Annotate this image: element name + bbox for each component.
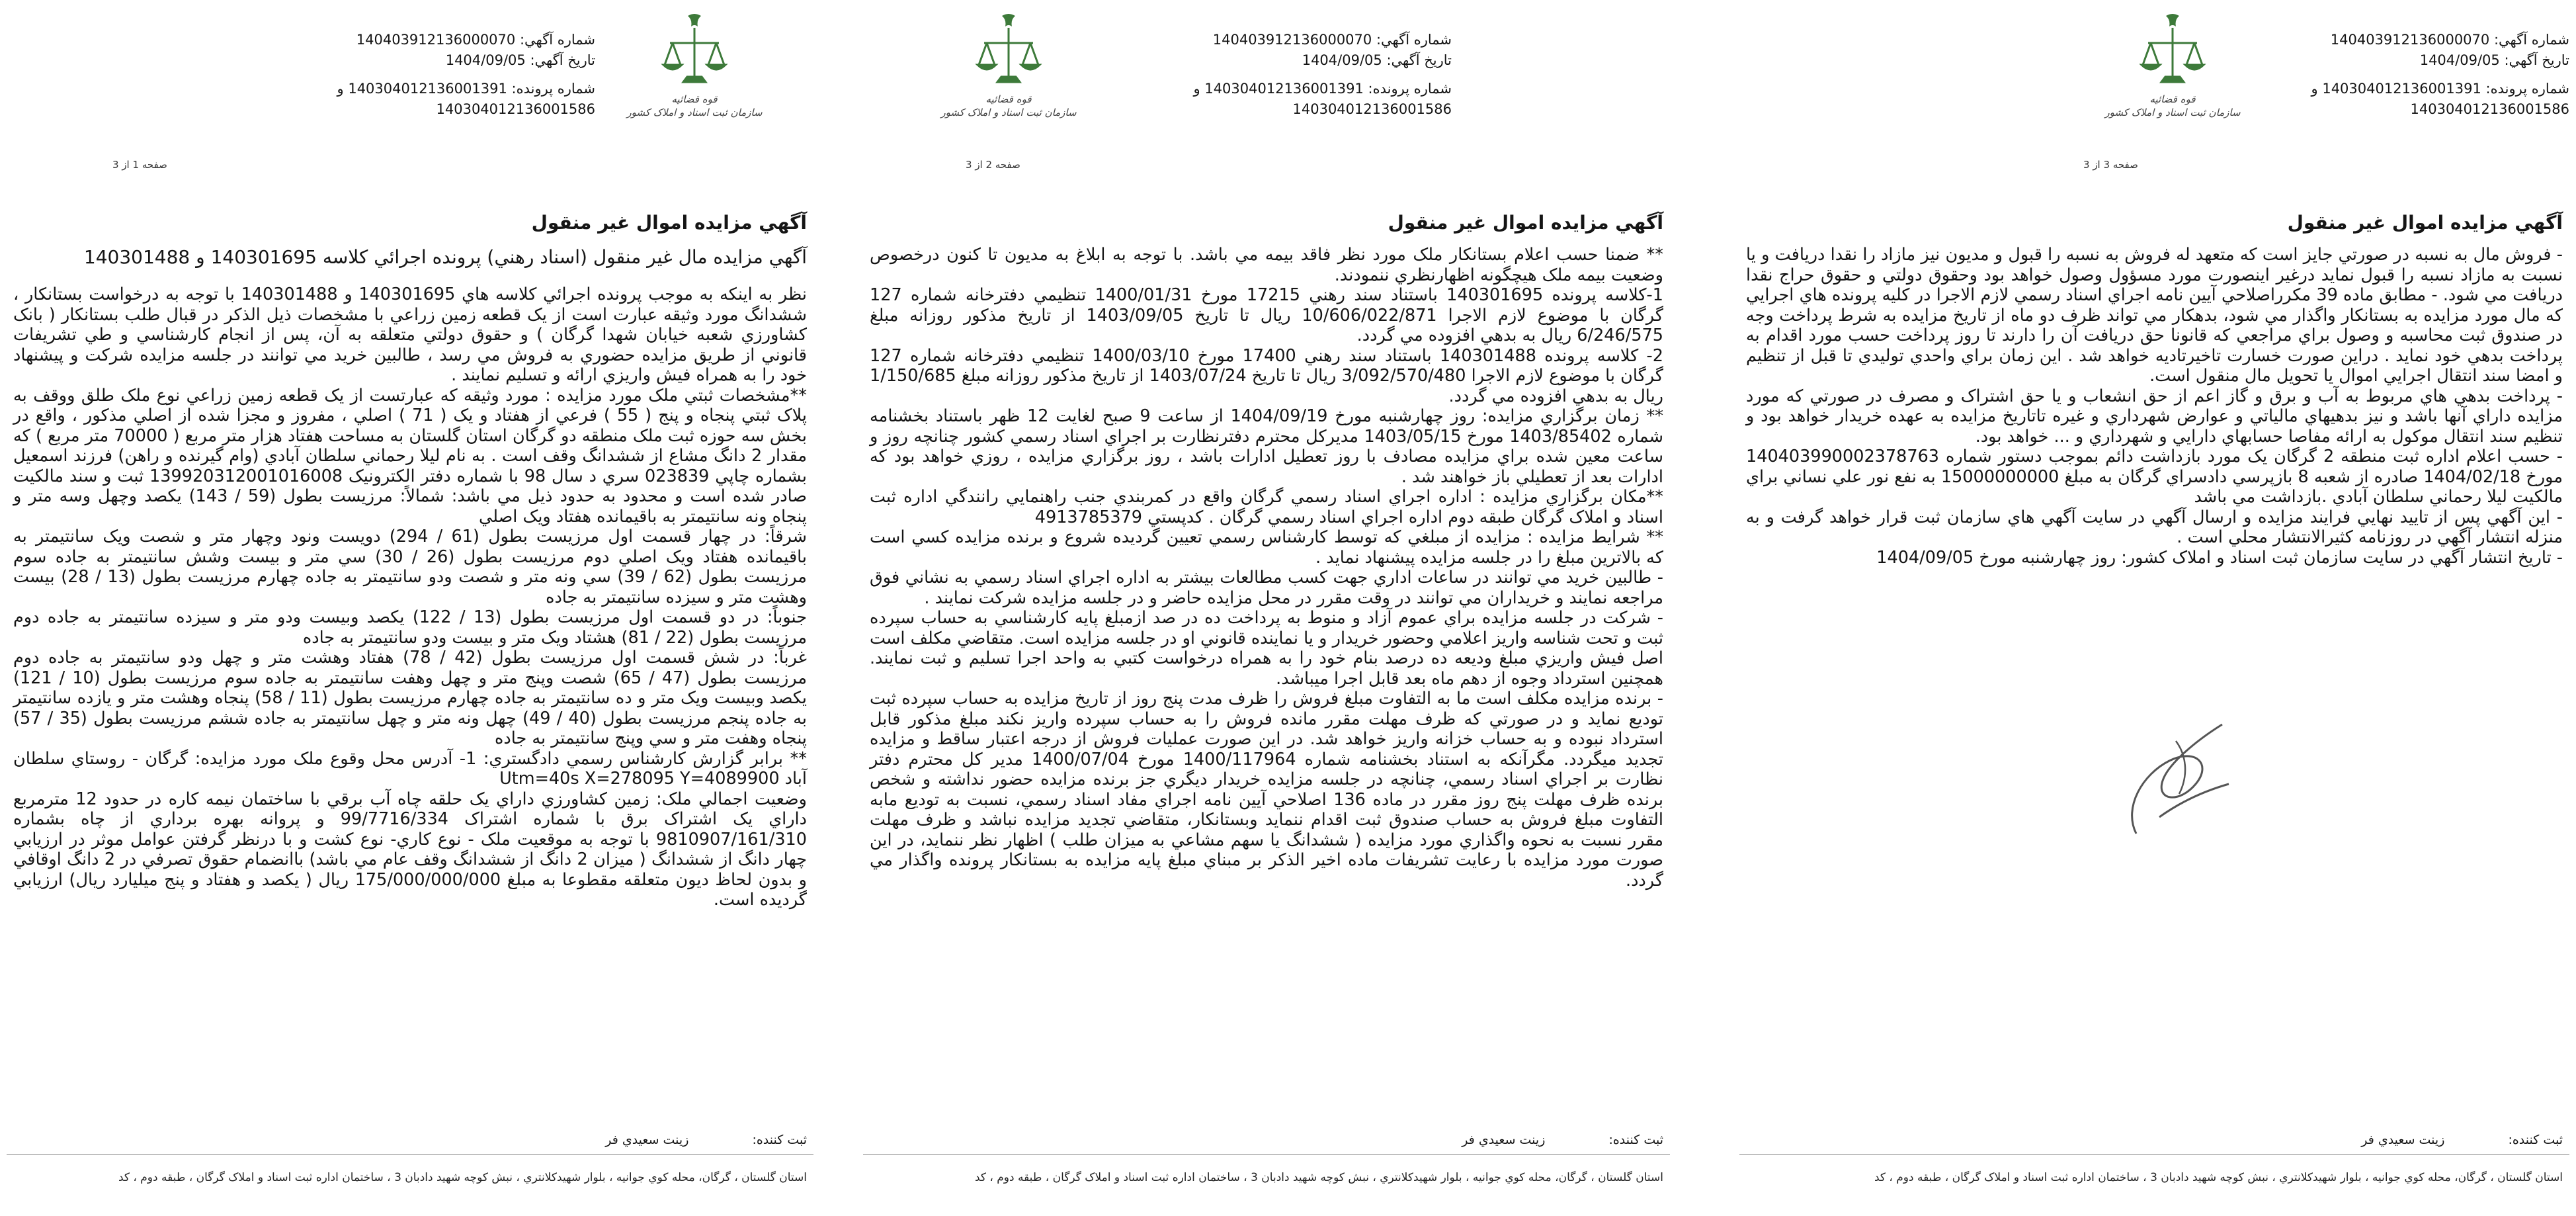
registrar-line: [1462, 1133, 1663, 1147]
paragraph: وضعيت اجمالي ملک: زمين كشاورزي داراي يک حلقه چاه آب برقي با ساختمان نيمه كاره در حدود 12 مترمربع داراي يک اشتراک برق با شماره اشتراک 99/7716/334 و پروانه بهره برداري از چاه بشماره 9810907/161/310 با توجه به موقعيت ملک - نوع كاري- نوع كشت و با درنظر گرفتن عوامل موثر در ارزيابي چهار دانگ از ششدانگ ( ميزان 2 دانگ از ششدانگ وقف عام مي باشد) باانضمام حقوق تصرفي در 2 دانگ اوقافي و بدون لحاظ ديون متعلقه مقطوعا به مبلغ 175/000/000/000 ريال ( يكصد و هفتاد و پنج ميليارد ريال) ارزيابي گرديده است.: [13, 789, 807, 910]
notice-subtitle: آگهي مزايده مال غير منقول (اسناد رهني) پرونده اجرائي كلاسه 140301695 و 140301488: [83, 246, 807, 268]
paragraph: - حسب اعلام اداره ثبت منطقه 2 گرگان يک مورد بازداشت دائم بموجب دستور شماره 140403990002378763 مورخ 1404/02/18 صادره از شعبه 8 بازپرسي دادسراي گرگان به مبلغ 15000000000 به نفع نور علي نساني براي مالكيت ليلا رحماني سلطان آبادي .بازداشت مي باشد: [1746, 447, 2563, 507]
notice-body: [13, 245, 807, 910]
case-number-2: 140304012136001586: [1292, 101, 1452, 117]
paragraph: **مكان برگزاري مزايده : اداره اجراي اسناد رسمي گرگان واقع در كمربندي جنب راهنمايي رانندگي اداره ثبت اسناد و املاک گرگان طبقه دوم اداره اجراي اسناد رسمي گرگان . كدپستي 4913785379: [870, 487, 1663, 527]
ad-meta: [1141, 30, 1452, 120]
paragraph: ** شرايط مزايده : مزايده از مبلغي كه توسط كارشناس رسمي تعيين گرديده شروع و برنده مزايده كسي است كه بالاترين مبلغ را در جلسه مزايده پيشنهاد نمايد .: [870, 527, 1663, 568]
paragraph: جنوباً: در دو قسمت اول مرزيست بطول (13 / 122) يكصد وبيست ودو متر و سيزده سانتيمتر به جاده دوم مرزيست بطول (22 / 81) هشتاد ويک متر و بيست ودو سانتيمتر به جاده: [13, 607, 807, 648]
logo-text-judiciary: قوه قضائیه: [671, 93, 718, 105]
registrar-name: زينت سعيدي فر: [605, 1133, 689, 1147]
logo-text-judiciary: قوه قضائیه: [985, 93, 1032, 105]
case-number-1: 140304012136001391 و: [2311, 81, 2481, 97]
notice-title: آگهي مزايده اموال غير منقول: [1388, 212, 1663, 234]
notice-title: آگهي مزايده اموال غير منقول: [531, 212, 807, 234]
scales-emblem-icon: [972, 13, 1045, 93]
paragraph: - تاريخ انتشار آگهي در سايت سازمان ثبت اسناد و املاک كشور: روز چهارشنبه مورخ 1404/09/05: [1876, 547, 2563, 568]
judiciary-logo: [608, 13, 780, 118]
footer-divider: [863, 1154, 1670, 1155]
page-number: صفحه 1 از 3: [112, 159, 167, 171]
case-number-1: 140304012136001391 و: [337, 81, 507, 97]
office-address: استان گلستان ، گرگان، محله كوي جوانيه ، بلوار شهيدكلانتري ، نبش كوچه شهيد دادبان 3 ، ساختمان اداره ثبت اسناد و املاک گرگان ، طبقه دوم ، كد: [1874, 1171, 2563, 1184]
judiciary-logo: [923, 13, 1095, 118]
paragraph: - پرداخت بدهي هاي مربوط به آب و برق و گاز اعم از حق انشعاب و يا حق اشتراک و مصرف در صورتي كه مورد مزايده داراي آنها باشد و نيز بدهيهاي مالياتي و عوارض شهرداري و غيره تاتاريخ مزايده به عهده خريدار خواهد بود و تنظيم سند انتقال موكول به ارائه مفاصا حسابهاي دارايي و شهرداري و ... خواهد بود.: [1746, 386, 2563, 447]
case-number-label: شماره پرونده:: [1368, 81, 1452, 97]
scales-emblem-icon: [658, 13, 731, 93]
notice-title: آگهي مزايده اموال غير منقول: [2287, 212, 2563, 234]
case-number-2: 140304012136001586: [2410, 101, 2569, 117]
paragraph: ** برابر گزارش كارشناس رسمي دادگستري: 1- آدرس محل وقوع ملک مورد مزايده: گرگان - روستاي سلطان آباد Utm=40s X=278095 Y=4089900: [13, 748, 808, 789]
ad-number-label: شماره آگهي:: [1376, 32, 1452, 48]
paragraph: شرقاً: در چهار قسمت اول مرزيست بطول (61 / 294) دويست ونود وچهار متر و شصت ويک سانتيمتر به باقيمانده هفتاد ويک اصلي دوم مرزيست بطول (26 / 30) سي متر و بيست وشش سانتيمتر به جاده سوم مرزيست بطول (62 / 39) سي ونه متر و شصت ودو سانتيمتر به جاده چهارم مرزيست بطول (13 / 28) بيست وهشت متر و سيزده سانتيمتر به جاده: [13, 527, 807, 607]
ad-date-label: تاريخ آگهي:: [530, 52, 595, 68]
registrar-label: ثبت كننده:: [752, 1133, 807, 1147]
page-3: [1739, 0, 2569, 1216]
case-number-label: شماره پرونده:: [2485, 81, 2569, 97]
logo-text-registry: سازمان ثبت اسناد و املاک کشور: [2104, 107, 2241, 118]
paragraph: - فروش مال به نسبه در صورتي جايز است كه متعهد له فروش به نسبه را قبول و مديون نيز مازاد را نقدا دريافت و يا نسبت به مازاد نسبه را قبول نمايد درغير اينصورت مورد مسؤول وصول خواهد بود وحقوق دولتي و حقوق حراج نقدا دريافت مي شود. - مطابق ماده 39 مكرراصلاحي آيين نامه اجراي اسناد رسمي لازم الاجرا در كليه پرونده هاي اجرايي كه مال مورد مزايده به بستانكار واگذار مي شود، بدهكار مي تواند ظرف دو ماه از تاريخ مزايده به شرط پرداخت وجه در صندوق ثبت محاسبه و وصول براي مراجعي كه قانونا حق دريافت آن را دارند تا روز پرداخت حسب مورد اقدام به پرداخت بدهي خود نمايد . دراين صورت خسارت تاخيرتاديه خواهد شد . اين زمان براي واحدي توليدي تا قبل از تنظيم و امضا سند انتقال اجرايي اموال يا تحويل مال منقول است.: [1746, 245, 2563, 386]
notice-body: [870, 245, 1663, 890]
paragraph: نظر به اينكه به موجب پرونده اجرائي كلاسه هاي 140301695 و 140301488 با توجه به درخواست بستانكار ، ششدانگ مورد وثيقه عبارت است از يک قطعه زمين زراعي با مشخصات ذيل الذكر در قبال طلب بستانكار ( بانک کشاورزي شعبه خيابان شهدا گرگان ) و حقوق دولتي متعلقه به آن، پس از انجام كارشناسي و طي تشريفات قانوني از طريق مزايده حضوري به فروش مي رسد ، طالبين خريد مي توانند در جلسه مزايده شركت و پيشنهاد خود را به همراه فيش واريزي ارائه و تسليم نمايند .: [13, 284, 808, 385]
registrar-name: زينت سعيدي فر: [1462, 1133, 1546, 1147]
page-header: [7, 0, 813, 198]
paragraph: 2- كلاسه پرونده 140301488 باستناد سند رهني 17400 مورخ 1400/03/10 تنظيمي دفترخانه شماره 127 گرگان با موضوع لازم الاجرا 3/092/570/480 ريال تا تاريخ 1403/07/24 از تاريخ مذكور روزانه مبلغ 1/150/685 ريال به بدهي افزوده مي گردد.: [870, 345, 1663, 406]
page-2: [863, 0, 1670, 1216]
paragraph: - برنده مزايده مكلف است ما به التفاوت مبلغ فروش را ظرف مدت پنج روز از تاريخ مزايده به حساب سپرده ثبت توديع نمايد و در صورتي كه ظرف مهلت مقرر مانده فروش را به حساب سپرده واريز نكند مبلغ مذكور قابل استرداد نبوده و به حساب خزانه واريز خواهد شد. در اين صورت عمليات فروش از درجه اعتبار ساقط و مزايده تجديد ميگردد. مگرآنكه به استناد بخشنامه شماره 1400/117964 مورخ 1400/07/04 مدير كل محترم دفتر نظارت بر اجراي اسناد رسمي، چنانچه در جلسه مزايده خريدار ديگري جز برنده مزايده حضور نداشته و شخص برنده ظرف مهلت پنج روز مقرر در ماده 136 اصلاحي آيين نامه اجراي مفاد اسناد رسمي، نسبت به توديع مابه التفاوت مبلغ فروش به حساب صندوق ثبت اقدام ننمايد وبستانكار، متقاضي تجديد مزايده نباشد و ظرف مهلت مقرر نسبت به نحوه واگذاري مورد مزايده ( ششدانگ يا سهم مشاعي به ميزان طلب ) اظهار نظر ننمايد، در اين صورت مورد مزايده با رعايت تشريفات ماده اخير الذكر بر مبناي مبلغ پايه مزايده به بستانكار پرونده واگذار مي گردد.: [870, 689, 1664, 890]
ad-number: 140403912136000070: [1212, 32, 1372, 48]
footer-divider: [7, 1154, 813, 1155]
office-address: استان گلستان ، گرگان، محله كوي جوانيه ، بلوار شهيدكلانتري ، نبش كوچه شهيد دادبان 3 ، ساختمان اداره ثبت اسناد و املاک گرگان ، طبقه دوم ، كد: [974, 1171, 1663, 1184]
judiciary-logo: [2087, 13, 2259, 118]
ad-date-label: تاريخ آگهي:: [1386, 52, 1452, 68]
paragraph: ** ضمنا حسب اعلام بستانكار ملک مورد نظر فاقد بيمه مي باشد. با توجه به ابلاغ به مديون تا كنون درخصوص وضعيت بيمه ملک هيچگونه اظهارنظري ننمودند.: [870, 245, 1663, 285]
notice-body: [1746, 245, 2563, 568]
paragraph: - شركت در جلسه مزايده براي عموم آزاد و منوط به پرداخت ده در صد ازمبلغ پايه كارشناسي به حساب سپرده ثبت و تحت شناسه واريز اعلامي وحضور خريدار و يا نماينده قانوني او در جلسه مزايده است. متقاضي مكلف است اصل فيش واريزي مبلغ وديعه ده درصد بنام خود را به همراه درخواست كتبي به واحد اجرا تسليم و ثبت نمايند. همچنين استرداد وجوه از دهم ماه بعد قابل اجرا ميباشد.: [870, 608, 1663, 689]
paragraph: ** زمان برگزاري مزايده: روز چهارشنبه مورخ 1404/09/19 از ساعت 9 صبح لغايت 12 ظهر باستناد بخشنامه شماره 1403/85402 مورخ 1403/05/15 مديركل محترم دفترنظارت بر اجراي اسناد رسمي كشور چنانچه روز و ساعت معين شده براي مزايده مصادف با روز تعطيل ادارات باشد ، روز برگزاري مزايده ، روزي خواهد بود كه ادارات بعد از تعطيلي باز خواهند شد .: [870, 406, 1663, 487]
logo-text-registry: سازمان ثبت اسناد و املاک کشور: [940, 107, 1077, 118]
page-header: [1739, 0, 2569, 198]
ad-meta: [2259, 30, 2569, 120]
registrar-line: [605, 1133, 807, 1147]
ad-date: 1404/09/05: [445, 52, 526, 68]
office-address: استان گلستان ، گرگان، محله كوي جوانيه ، بلوار شهيدكلانتري ، نبش كوچه شهيد دادبان 3 ، ساختمان اداره ثبت اسناد و املاک گرگان ، طبقه دوم ، كد: [118, 1171, 807, 1184]
footer-divider: [1739, 1154, 2569, 1155]
ad-date: 1404/09/05: [2419, 52, 2500, 68]
paragraph: غرباً: در شش قسمت اول مرزيست بطول (42 / 78) هفتاد وهشت متر و چهل ودو سانتيمتر به جاده دوم مرزيست بطول (47 / 65) شصت وپنج متر و چهل وهفت سانتيمتر به جاده سوم مرزيست بطول (10 / 121) يكصد وبيست ويک متر و ده سانتيمتر به جاده چهارم مرزيست بطول (11 / 58) پنجاه وهشت متر و يازده سانتيمتر به جاده پنجم مرزيست بطول (40 / 49) چهل ونه متر و چهل سانتيمتر به جاده ششم مرزيست بطول (35 / 57) پنجاه وهفت متر و سي وپنج سانتيمتر به جاده: [13, 648, 808, 748]
ad-date-label: تاريخ آگهي:: [2504, 52, 2569, 68]
logo-text-judiciary: قوه قضائیه: [2149, 93, 2196, 105]
page-1: [7, 0, 813, 1216]
registrar-label: ثبت كننده:: [1608, 1133, 1663, 1147]
ad-number: 140403912136000070: [2330, 32, 2490, 48]
paragraph: - طالبين خريد مي توانند در ساعات اداري جهت كسب مطالعات بيشتر به اداره اجراي اسناد رسمي به نشاني فوق مراجعه نمايند و خريداران مي توانند در وقت مقرر در محل مزايده حاضر و در جلسه مزايده شركت نمايند .: [870, 568, 1663, 608]
page-number: صفحه 2 از 3: [966, 159, 1020, 171]
paragraph: - اين آگهي پس از تاييد نهايي فرايند مزايده و ارسال آگهي در سايت آگهي هاي سازمان ثبت قرار خواهد گرفت و به منزله انتشار آگهي در روزنامه كثيرالانتشار محلي است .: [1746, 507, 2563, 547]
registrar-line: [2361, 1133, 2563, 1147]
case-number-2: 140304012136001586: [436, 101, 595, 117]
registrar-name: زينت سعيدي فر: [2361, 1133, 2445, 1147]
ad-number-label: شماره آگهي:: [2493, 32, 2569, 48]
ad-meta: [284, 30, 595, 120]
logo-text-registry: سازمان ثبت اسناد و املاک کشور: [626, 107, 763, 118]
ad-number-label: شماره آگهي:: [519, 32, 595, 48]
paragraph: **مشخصات ثبتي ملک مورد مزايده : مورد وثيقه كه عبارتست از يک قطعه زمين زراعي نوع ملک طلق ووقف به پلاک ثبتي پنجاه و پنج ( 55 ) فرعي از هفتاد و يک ( 71 ) اصلي ، مفروز و مجزا شده از اصلي مذكور ، واقع در بخش سه حوزه ثبت ملک منطقه دو گرگان استان گلستان به مساحت هفتاد هزار متر مربع ( 70000 متر مربع ) كه مقدار 2 دانگ مشاع از ششدانگ وقف است . به نام ليلا رحماني سلطان آبادي (وام گيرنده و راهن) فرزند اسمعيل بشماره چاپي 023839 سري د سال 98 با شماره دفتر الكترونيک 139920312001016008 ثبت و سند مالكيت صادر شده است و محدود به حدود ذيل مي باشد: شمالاً: مرزيست بطول (59 / 143) يكصد وچهل وسه متر و پنجاه ونه سانتيمتر به باقيمانده هفتاد ويک اصلي: [13, 385, 808, 527]
ad-date: 1404/09/05: [1302, 52, 1382, 68]
page-number: صفحه 3 از 3: [2083, 159, 2138, 171]
registrar-label: ثبت كننده:: [2508, 1133, 2563, 1147]
page-header: [863, 0, 1670, 198]
paragraph: 1-كلاسه پرونده 140301695 باستناد سند رهني 17215 مورخ 1400/01/31 تنظيمي دفترخانه شماره 127 گرگان با موضوع لازم الاجرا 10/606/022/871 ريال تا تاريخ 1403/09/05 از تاريخ مذكور روزانه مبلغ 6/246/575 ريال به بدهي افزوده مي گردد.: [870, 285, 1663, 345]
case-number-1: 140304012136001391 و: [1193, 81, 1364, 97]
scales-emblem-icon: [2136, 13, 2209, 93]
case-number-label: شماره پرونده:: [511, 81, 595, 97]
ad-number: 140403912136000070: [356, 32, 516, 48]
handwritten-signature-icon: [2097, 701, 2268, 860]
